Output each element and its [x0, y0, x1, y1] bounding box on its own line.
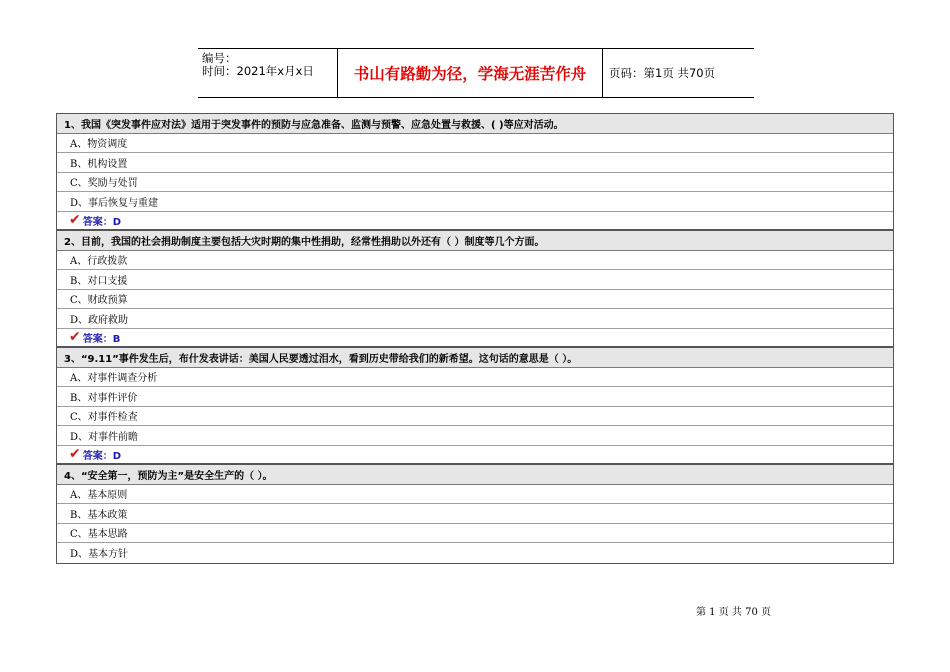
header-meta: [198, 49, 338, 97]
checkmark-icon: ✔: [69, 329, 81, 346]
checkmark-icon: ✔: [69, 446, 81, 463]
option-a: A、对事件调查分析: [57, 368, 893, 388]
answer-row: [57, 212, 893, 232]
option-a: A、基本原则: [57, 485, 893, 505]
answer-row: [57, 329, 893, 349]
answer-row: [57, 446, 893, 466]
option-a: A、物资调度: [57, 134, 893, 154]
option-c: C、基本思路: [57, 524, 893, 544]
answer-text: 答案：B: [82, 333, 121, 345]
option-b: B、对口支援: [57, 270, 893, 290]
quiz-table: [56, 113, 894, 564]
answer-text: 答案：D: [82, 216, 122, 228]
question-title: 4、“安全第一，预防为主”是安全生产的（ ）。: [57, 465, 893, 485]
checkmark-icon: ✔: [69, 212, 81, 229]
question-title: 2、目前，我国的社会捐助制度主要包括大灾时期的集中性捐助，经常性捐助以外还有（ ）制度等几个方面。: [57, 231, 893, 251]
option-d: D、事后恢复与重建: [57, 192, 893, 212]
answer-text: 答案：D: [82, 450, 122, 462]
page-header: [198, 48, 754, 98]
option-c: C、奖励与处罚: [57, 173, 893, 193]
option-d: D、对事件前瞻: [57, 426, 893, 446]
header-motto: 书山有路勤为径，学海无涯苦作舟: [338, 49, 603, 97]
time-label: 时间：2021年x月x日: [202, 64, 314, 78]
option-b: B、对事件评价: [57, 387, 893, 407]
option-d: D、基本方针: [70, 549, 129, 561]
option-b: B、基本政策: [57, 504, 893, 524]
option-a: A、行政拨款: [57, 251, 893, 271]
option-d: D、政府救助: [57, 309, 893, 329]
option-c: C、财政预算: [57, 290, 893, 310]
question-title: 1、我国《突发事件应对法》适用于突发事件的预防与应急准备、监测与预警、应急处置与救援、( )等应对活动。: [57, 114, 893, 134]
serial-label: 编号：: [202, 51, 237, 65]
question-title: 3、“9.11”事件发生后，布什发表讲话：美国人民要透过泪水，看到历史带给我们的新希望。这句话的意思是（ ）。: [57, 348, 893, 368]
option-b: B、机构设置: [57, 153, 893, 173]
header-page-label: 页码：第1页 共70页: [609, 66, 716, 80]
option-c: C、对事件检查: [57, 407, 893, 427]
page-footer: 第 1 页 共 70 页: [696, 607, 771, 618]
